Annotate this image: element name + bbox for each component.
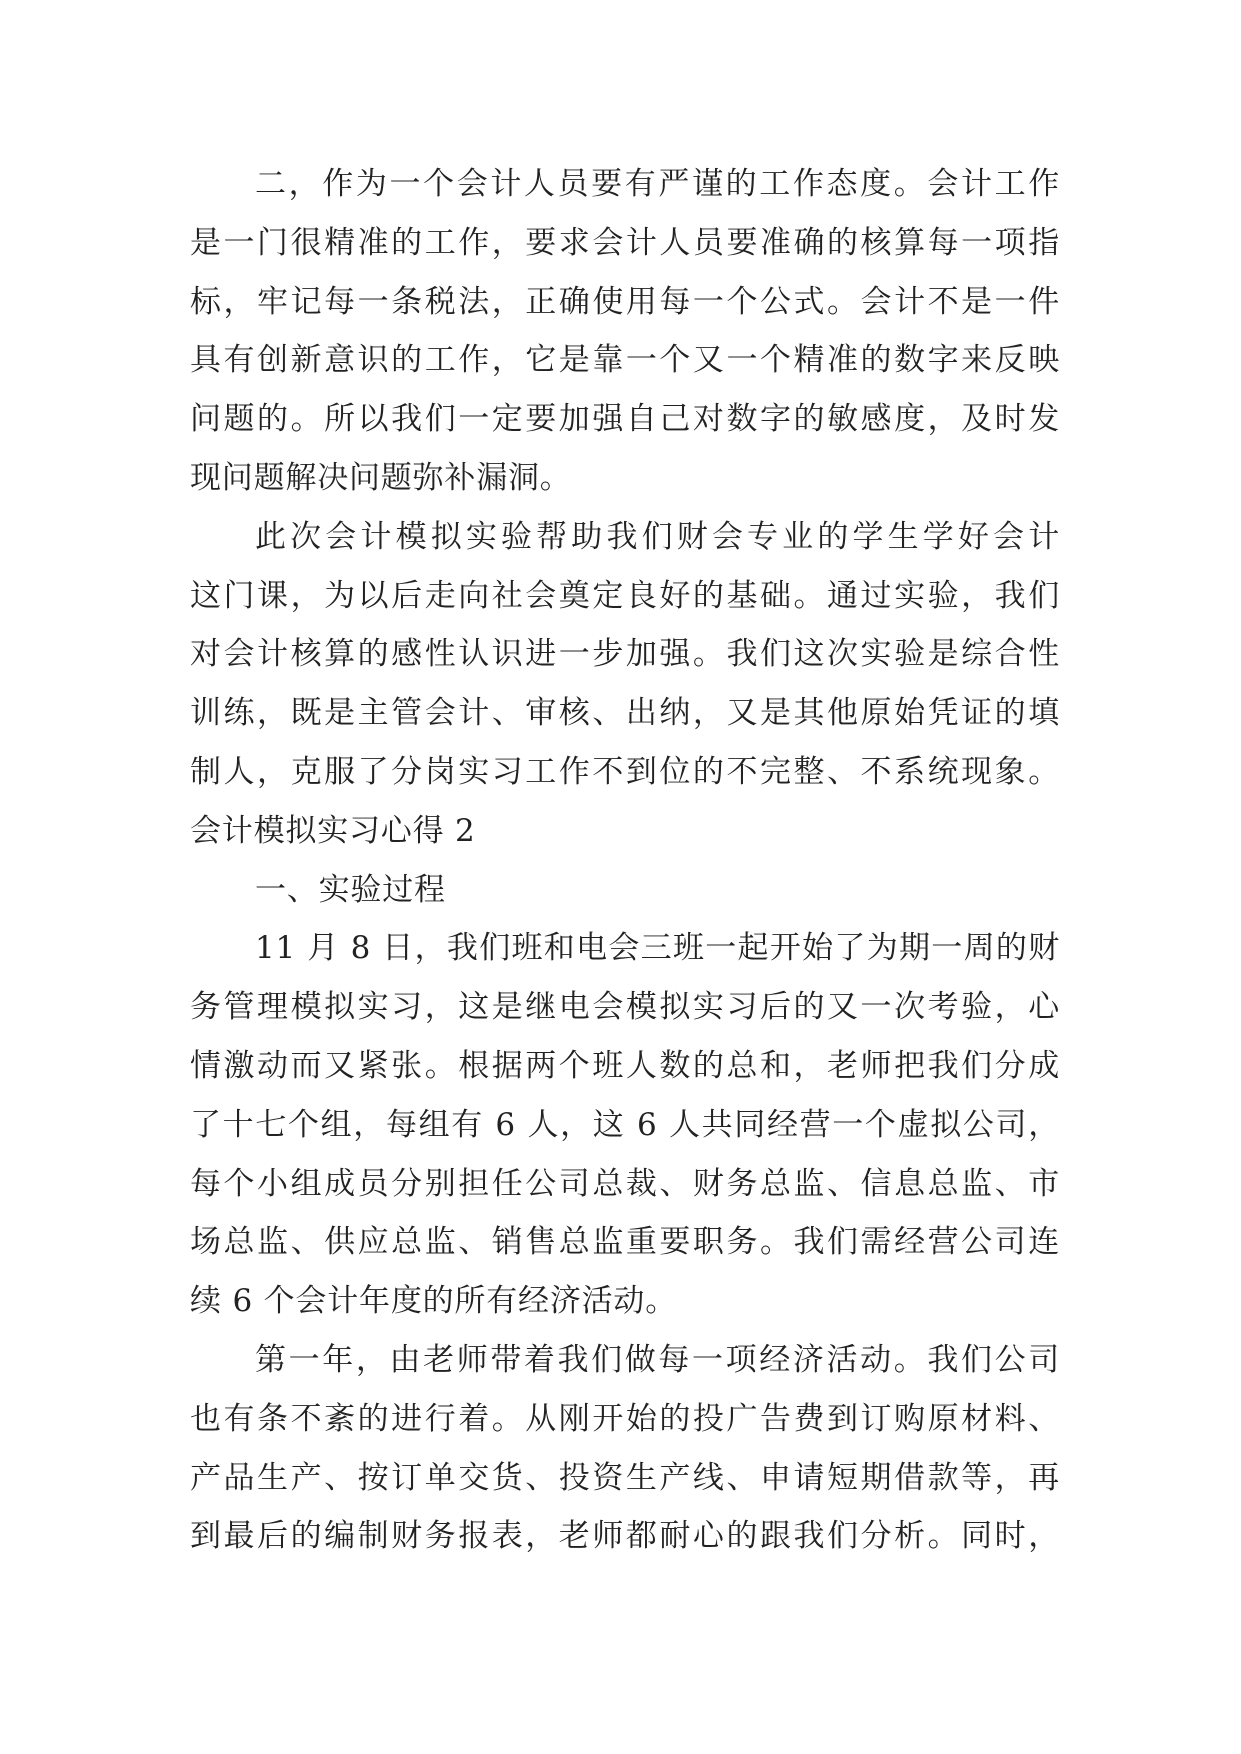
text-line: 标，牢记每一条税法，正确使用每一个公式。会计不是一件 <box>190 283 1060 320</box>
text-line: 务管理模拟实习，这是继电会模拟实习后的又一次考验，心 <box>190 989 1060 1026</box>
text-line: 对会计核算的感性认识进一步加强。我们这次实验是综合性 <box>190 636 1060 673</box>
text-line: 第一年，由老师带着我们做每一项经济活动。我们公司 <box>255 1341 1060 1378</box>
document-body <box>190 155 1060 1566</box>
text-line: 续 6 个会计年度的所有经济活动。 <box>190 1283 678 1320</box>
text-line: 也有条不紊的进行着。从刚开始的投广告费到订购原材料、 <box>190 1400 1060 1437</box>
text-line: 一、实验过程 <box>255 871 446 908</box>
text-line: 每个小组成员分别担任公司总裁、财务总监、信息总监、市 <box>190 1165 1060 1202</box>
text-line: 情激动而又紧张。根据两个班人数的总和，老师把我们分成 <box>190 1047 1060 1084</box>
text-line: 二，作为一个会计人员要有严谨的工作态度。会计工作 <box>255 166 1060 202</box>
text-line: 是一门很精准的工作，要求会计人员要准确的核算每一项指 <box>190 224 1060 261</box>
text-line: 11 月 8 日，我们班和电会三班一起开始了为期一周的财 <box>255 930 1060 967</box>
text-line: 现问题解决问题弥补漏洞。 <box>190 459 572 496</box>
text-line: 制人，克服了分岗实习工作不到位的不完整、不系统现象。 <box>190 753 1060 790</box>
text-line: 训练，既是主管会计、审核、出纳，又是其他原始凭证的填 <box>190 695 1060 732</box>
text-line: 具有创新意识的工作，它是靠一个又一个精准的数字来反映 <box>190 342 1060 379</box>
text-line: 了十七个组，每组有 6 人，这 6 人共同经营一个虚拟公司， <box>190 1106 1060 1143</box>
text-line: 这门课，为以后走向社会奠定良好的基础。通过实验，我们 <box>190 577 1060 614</box>
text-line: 到最后的编制财务报表，老师都耐心的跟我们分析。同时， <box>190 1518 1060 1555</box>
text-line: 场总监、供应总监、销售总监重要职务。我们需经营公司连 <box>190 1224 1060 1261</box>
text-line: 产品生产、按订单交货、投资生产线、申请短期借款等，再 <box>190 1459 1060 1496</box>
text-line: 此次会计模拟实验帮助我们财会专业的学生学好会计 <box>255 518 1060 555</box>
text-line: 会计模拟实习心得 2 <box>190 812 476 849</box>
text-line: 问题的。所以我们一定要加强自己对数字的敏感度，及时发 <box>190 401 1060 438</box>
